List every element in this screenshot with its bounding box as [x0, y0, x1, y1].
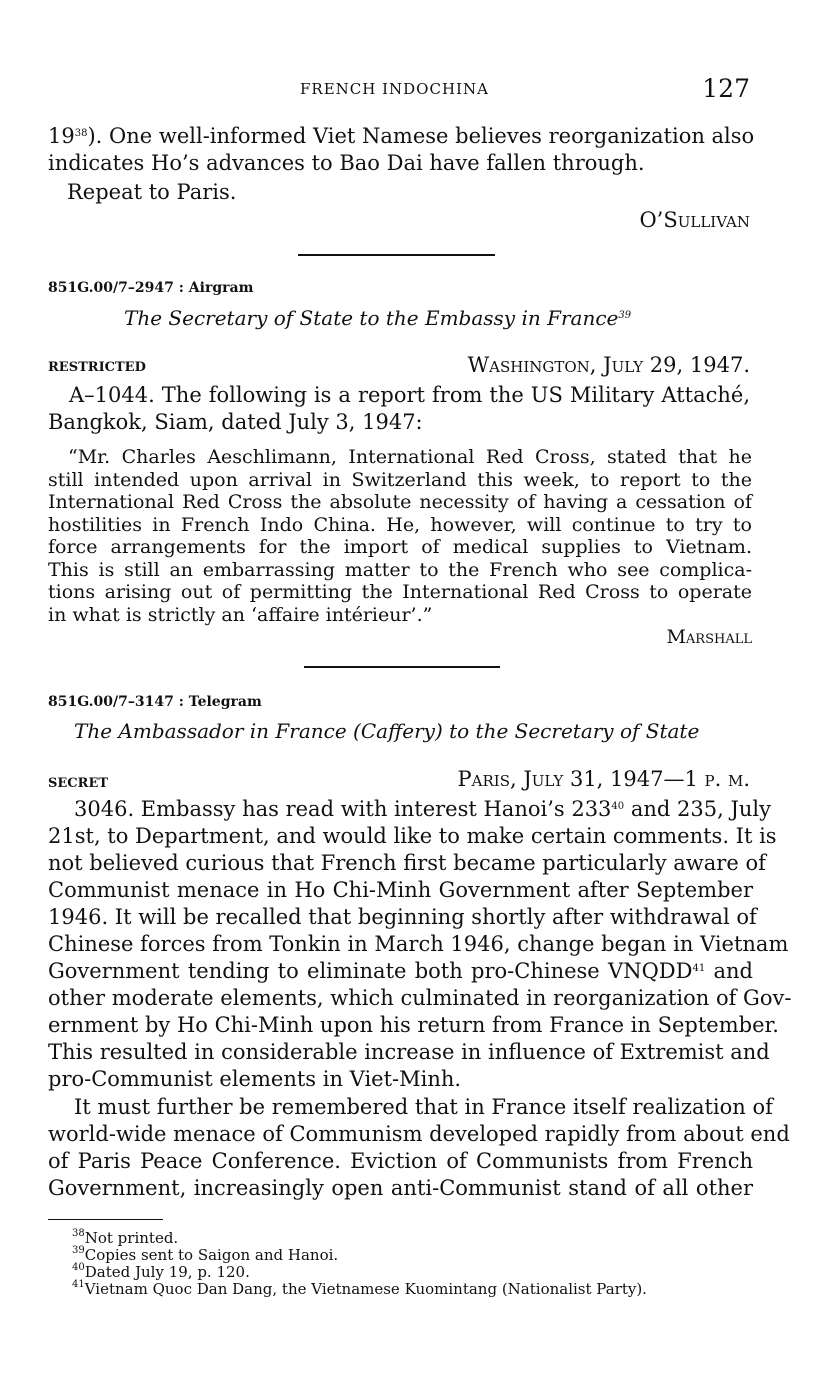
repeat-line: Repeat to Paris. [67, 180, 237, 204]
intro-paragraph-1: A–1044. The following is a report from the US Military Attaché, Bangkok, Siam, dated July 3, 1947: [48, 383, 750, 434]
footnotes [72, 1230, 762, 1298]
footnote-ref-39: 39 [618, 310, 632, 321]
headline-2: The Ambassador in France (Caffery) to the Secretary of State [74, 719, 700, 743]
quoted-report: “Mr. Charles Aeschlimann, International Red Cross, stated that he still intended upon arrival in Switzerland this week, to report to the International Red Cross the absolute necessity of having a cessation of hostilities in French Indo China. He, however, will continue to try to force arrangements for the import of medical supplies to Vietnam. This is still an embarrassing matter to the French who see complica- tions arising out of permitting the International Red Cross to operate in what is strictly an ‘affaire intérieur’.” [48, 446, 752, 626]
classification-secret: SECRET [48, 776, 109, 791]
footnote: $^{41}$Vietnam Quoc Dan Dang, the Vietnamese Kuomintang (Nationalist Party). [72, 1279, 647, 1298]
footnote: $^{38}$Not printed. [72, 1228, 179, 1247]
file-number-2: 851G.00/7–3147 : Telegram [48, 694, 262, 710]
headline-1: The Secretary of State to the Embassy in France$^{39}$ [124, 306, 632, 330]
footnote: $^{40}$Dated July 19, p. 120. [72, 1262, 250, 1281]
file-number-1: 851G.00/7–2947 : Airgram [48, 280, 254, 296]
signature-marshall: Marshall [666, 626, 752, 648]
footnote-rule [48, 1219, 163, 1220]
footnote-ref-40: 40 [611, 801, 625, 812]
footnote-ref-41: 41 [692, 963, 706, 974]
footnote: $^{39}$Copies sent to Saigon and Hanoi. [72, 1245, 339, 1264]
year-fragment: 19 [48, 124, 75, 148]
telegram-paragraph-2: It must further be remembered that in France itself realization of world-wide menace of Communism developed rapidly from about end of Paris Peace Conference. Eviction of Communists from French Government, increasingly open anti-Communist stand of all other [48, 1095, 790, 1200]
section-divider [298, 254, 495, 256]
continuation-line-2: indicates Ho’s advances to Bao Dai have fallen through. [48, 151, 645, 175]
running-header: FRENCH INDOCHINA [300, 80, 489, 98]
classification-restricted: RESTRICTED [48, 360, 146, 375]
section-divider [304, 666, 500, 668]
continuation-line-1: $19^{38}$). One well-informed Viet Namese believes reorganization also [48, 124, 755, 148]
telegram-paragraph-1: 3046. Embassy has read with interest Hanoi’s $233^{40}$ and 235, July 21st, to Department, and would like to make certain comments. It is not believed curious that French first became particularly aware of Communist menace in Ho Chi-Minh Government after September 1946. It will be recalled that beginning shortly after withdrawal of Chinese forces from Tonkin in March 1946, change began in Vietnam Government tending to eliminate both pro-Chinese VNQDD$^{41}$ and other moderate elements, which culminated in reorganization of Gov- ernment by Ho Chi-Minh upon his return from France in September. This resulted in considerable increase in influence of Extremist and pro-Communist elements in Viet-Minh. [48, 797, 792, 1091]
footnote-ref-38: 38 [74, 128, 88, 139]
place-date-1: Washington, July 29, 1947. [467, 353, 750, 377]
place-date-2: Paris, July 31, 1947—1 p. m. [457, 767, 750, 791]
page-number: 127 [702, 74, 750, 103]
continuation-text: One well-informed Viet Namese believes reorganization also [109, 124, 755, 148]
signature-osullivan: O’Sullivan [639, 208, 750, 232]
